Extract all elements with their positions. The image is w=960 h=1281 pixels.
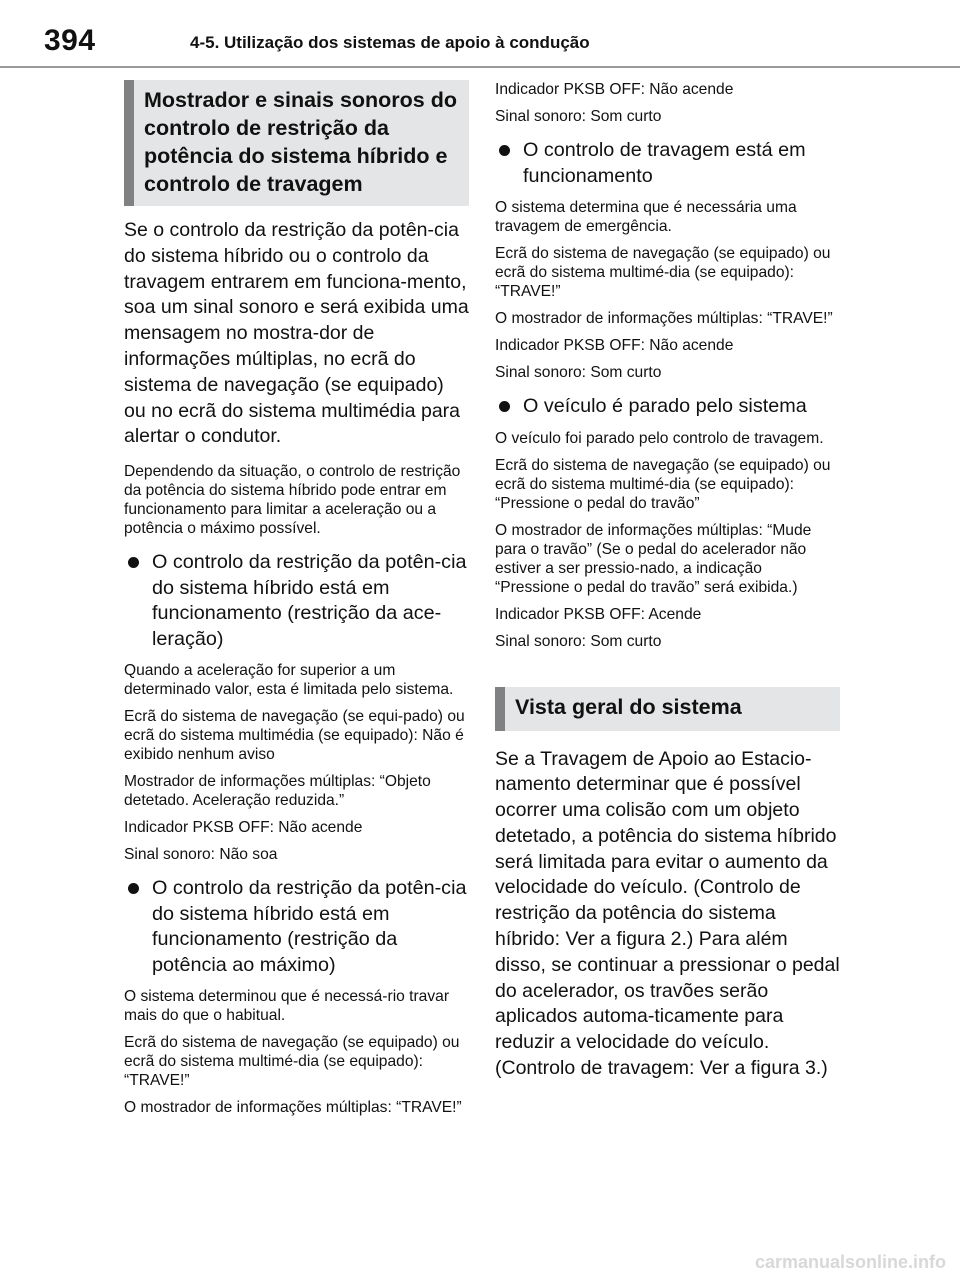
bullet-detail: Sinal sonoro: Som curto (495, 364, 662, 381)
intro-paragraph: Se o controlo da restrição da potên-cia do sistema híbrido ou o controlo da travagem entrarem em funciona-mento, soa um sinal sonoro e será exibida uma mensagem no mostra-dor de informações múltiplas, no ecrã do sistema de navegação (se equipado) ou no ecrã do sistema multimédia para alertar o condutor. (124, 219, 469, 448)
bullet-heading (495, 138, 840, 189)
overview-paragraph: Se a Travagem de Apoio ao Estacio-namento determinar que é possível ocorrer uma colisão com um objeto detetado, a potência do sistema híbrido será limitada para evitar o aumento da velocidade do veículo. (Controlo de restrição da potência do sistema híbrido: Ver a figura 2.) Para além disso, se continuar a pressionar o pedal do acelerador, os travões serão aplicados automa-ticamente para reduzir a velocidade do veículo. (Controlo de travagem: Ver a figura 3.) (495, 747, 840, 1080)
page-number: 394 (44, 24, 96, 57)
bullet-dot-icon (128, 883, 139, 894)
note-paragraph: Dependendo da situação, o controlo de restrição da potência do sistema híbrido pode entrar em funcionamento para limitar a aceleração ou a potência o máximo possível. (124, 463, 461, 538)
bullet-detail: Ecrã do sistema de navegação (se equipado) ou ecrã do sistema multimé-dia (se equipado): “Pressione o pedal do travão” (495, 456, 831, 512)
bullet-dot-icon (128, 557, 139, 568)
bullet-heading (124, 876, 469, 978)
bullet-heading (495, 394, 840, 420)
bullet-dot-icon (499, 145, 510, 156)
bullet-title: O veículo é parado pelo sistema (523, 395, 807, 417)
bullet-detail: O mostrador de informações múltiplas: “TRAVE!” (124, 1099, 462, 1117)
bullet-title: O controlo da restrição da potên-cia do sistema híbrido está em funcionamento (restrição da potência ao máximo) (152, 877, 467, 976)
right-column (495, 80, 840, 1094)
continued-detail: Indicador PKSB OFF: Não acende (495, 81, 734, 98)
section-heading-box (495, 687, 840, 731)
bullet-detail: O veículo foi parado pelo controlo de travagem. (495, 429, 824, 447)
bullet-detail: Ecrã do sistema de navegação (se equipado) ou ecrã do sistema multimé-dia (se equipado): “TRAVE!” (124, 1034, 460, 1090)
section-heading-box (124, 80, 469, 206)
bullet-detail: Sinal sonoro: Som curto (495, 632, 662, 650)
chapter-title: 4-5. Utilização dos sistemas de apoio à condução (190, 33, 590, 52)
section-title: Mostrador e sinais sonoros do controlo de restrição da potência do sistema híbrido e controlo de travagem (144, 88, 457, 196)
bullet-detail: O mostrador de informações múltiplas: “TRAVE!” (495, 310, 833, 327)
page-header (0, 0, 960, 70)
bullet-dot-icon (499, 401, 510, 412)
bullet-detail: Indicador PKSB OFF: Não acende (495, 337, 734, 354)
bullet-detail: Indicador PKSB OFF: Não acende (124, 819, 363, 837)
header-divider (0, 66, 960, 68)
bullet-detail: O mostrador de informações múltiplas: “Mude para o travão” (Se o pedal do acelerador não estiver a ser pressio-nado, a indicação “Pressione o pedal do travão” será exibida.) (495, 521, 812, 596)
bullet-detail: Indicador PKSB OFF: Acende (495, 605, 702, 623)
section-title: Vista geral do sistema (515, 694, 742, 719)
bullet-detail: O sistema determinou que é necessá-rio travar mais do que o habitual. (124, 988, 450, 1025)
bullet-detail: O sistema determina que é necessária uma travagem de emergência. (495, 199, 797, 235)
bullet-heading (124, 550, 469, 652)
bullet-detail: Quando a aceleração for superior a um determinado valor, esta é limitada pelo sistema. (124, 662, 454, 699)
bullet-detail: Sinal sonoro: Não soa (124, 846, 278, 864)
watermark: carmanualsonline.info (754, 1252, 946, 1272)
bullet-title: O controlo da restrição da potên-cia do sistema híbrido está em funcionamento (restrição da ace-leração) (152, 551, 467, 650)
bullet-detail: Ecrã do sistema de navegação (se equi-pado) ou ecrã do sistema multimédia (se equipado): Não é exibido nenhum aviso (124, 708, 465, 764)
bullet-detail: Ecrã do sistema de navegação (se equipado) ou ecrã do sistema multimé-dia (se equipado): “TRAVE!” (495, 245, 831, 300)
bullet-title: O controlo de travagem está em funcionamento (523, 139, 806, 187)
left-column (124, 80, 469, 1125)
bullet-detail: Mostrador de informações múltiplas: “Objeto detetado. Aceleração reduzida.” (124, 773, 431, 810)
continued-detail: Sinal sonoro: Som curto (495, 108, 662, 125)
